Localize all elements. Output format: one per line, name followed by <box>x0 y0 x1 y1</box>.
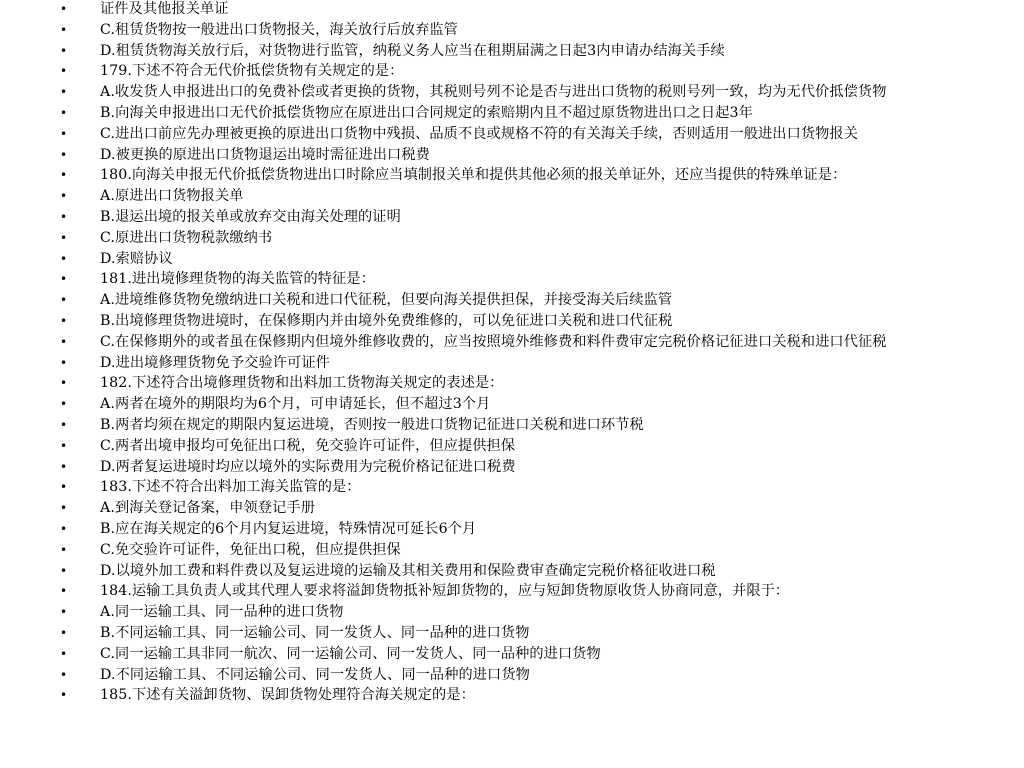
list-item <box>0 418 956 433</box>
list-item-text: D.以境外加工费和料件费以及复运进境的运输及其相关费用和保险费审查确定完税价格征收进口税 <box>100 562 716 579</box>
bullet-icon: • <box>60 480 68 495</box>
list-item <box>0 439 956 454</box>
list-item <box>0 460 956 475</box>
list-item <box>0 522 956 537</box>
list-item-text: A.收发货人申报进出口的免费补偿或者更换的货物，其税则号列不论是否与进出口货物的税则号列一致，均为无代价抵偿货物 <box>100 84 887 101</box>
list-item <box>0 397 956 412</box>
bullet-icon: • <box>60 584 68 599</box>
list-item-text: B.退运出境的报关单或放弃交由海关处理的证明 <box>100 208 401 225</box>
list-item-text: D.被更换的原进出口货物退运出境时需征进出口税费 <box>100 146 430 163</box>
bullet-icon: • <box>60 688 68 703</box>
bullet-icon: • <box>60 105 68 120</box>
bullet-icon: • <box>60 459 68 474</box>
list-item-text: 181.进出境修理货物的海关监管的特征是： <box>100 271 375 288</box>
list-item-text: 179.下述不符合无代价抵偿货物有关规定的是： <box>100 63 404 80</box>
list-item <box>0 356 956 371</box>
list-item <box>0 64 956 79</box>
list-item <box>0 23 956 38</box>
bullet-icon: • <box>60 397 68 412</box>
list-item <box>0 44 956 59</box>
list-item <box>0 668 956 683</box>
list-item-text: 185.下述有关溢卸货物、误卸货物处理符合海关规定的是： <box>100 687 475 704</box>
bullet-icon: • <box>60 85 68 100</box>
bullet-icon: • <box>60 230 68 245</box>
list-item <box>0 106 956 121</box>
list-item <box>0 189 956 204</box>
bullet-icon: • <box>60 22 68 37</box>
list-item-text: D.不同运输工具、不同运输公司、同一发货人、同一品种的进口货物 <box>100 666 530 683</box>
bullet-icon: • <box>60 542 68 557</box>
list-item-text: 180.向海关申报无代价抵偿货物进出口时除应当填制报关单和提供其他必须的报关单证外，还应当提供的特殊单证是： <box>100 167 847 184</box>
list-item <box>0 231 956 246</box>
bullet-icon: • <box>60 168 68 183</box>
list-item <box>0 272 956 287</box>
bullet-icon: • <box>60 438 68 453</box>
list-item <box>0 168 956 183</box>
list-item-text: B.应在海关规定的6个月内复运进境，特殊情况可延长6个月 <box>100 520 477 537</box>
list-item <box>0 626 956 641</box>
bullet-icon: • <box>60 126 68 141</box>
list-item-text: C.租赁货物按一般进出口货物报关，海关放行后放弃监管 <box>100 21 458 38</box>
list-item-text: D.租赁货物海关放行后，对货物进行监管，纳税义务人应当在租期届满之日起3内申请办结海关手续 <box>100 42 725 59</box>
list-item-text: B.出境修理货物进境时，在保修期内并由境外免费维修的，可以免征进口关税和进口代征税 <box>100 312 673 329</box>
list-item <box>0 376 956 391</box>
list-item <box>0 564 956 579</box>
list-item <box>0 584 956 599</box>
list-item <box>0 293 956 308</box>
bullet-icon: • <box>60 43 68 58</box>
list-item-text: B.不同运输工具、同一运输公司、同一发货人、同一品种的进口货物 <box>100 624 530 641</box>
list-item <box>0 2 956 17</box>
list-item-text: 184.运输工具负责人或其代理人要求将溢卸货物抵补短卸货物的，应与短卸货物原收货人协商同意，并限于： <box>100 583 790 600</box>
list-item <box>0 480 956 495</box>
list-item <box>0 210 956 225</box>
list-item <box>0 85 956 100</box>
list-item-text: A.原进出口货物报关单 <box>100 188 244 205</box>
list-item <box>0 605 956 620</box>
list-item-text: A.两者在境外的期限均为6个月，可申请延长，但不超过3个月 <box>100 396 491 413</box>
bullet-icon: • <box>60 563 68 578</box>
bullet-icon: • <box>60 251 68 266</box>
list-item-text: D.两者复运进境时均应以境外的实际费用为完税价格记征进口税费 <box>100 458 516 475</box>
list-item-text: 182.下述符合出境修理货物和出料加工货物海关规定的表述是： <box>100 375 504 392</box>
bullet-icon: • <box>60 521 68 536</box>
bullet-icon: • <box>60 293 68 308</box>
bullet-icon: • <box>60 501 68 516</box>
bullet-icon: • <box>60 147 68 162</box>
list-item <box>0 501 956 516</box>
bullet-icon: • <box>60 667 68 682</box>
list-item-text: D.索赔协议 <box>100 250 173 267</box>
list-item <box>0 647 956 662</box>
list-item-text: C.两者出境申报均可免征出口税，免交验许可证件，但应提供担保 <box>100 437 516 454</box>
bullet-icon: • <box>60 313 68 328</box>
list-item <box>0 335 956 350</box>
list-item-text: A.进境维修货物免缴纳进口关税和进口代征税，但要向海关提供担保，并接受海关后续监管 <box>100 292 673 309</box>
bullet-icon: • <box>60 355 68 370</box>
document-bullet-list <box>0 2 1024 703</box>
list-item-text: C.免交验许可证件，免征出口税，但应提供担保 <box>100 541 401 558</box>
bullet-icon: • <box>60 272 68 287</box>
list-item-text: C.原进出口货物税款缴纳书 <box>100 229 273 246</box>
list-item <box>0 543 956 558</box>
bullet-icon: • <box>60 625 68 640</box>
list-item-text: A.到海关登记备案，申领登记手册 <box>100 500 315 517</box>
list-item-text: C.同一运输工具非同一航次、同一运输公司、同一发货人、同一品种的进口货物 <box>100 645 601 662</box>
list-item-text: 证件及其他报关单证 <box>100 1 229 17</box>
bullet-icon: • <box>60 334 68 349</box>
bullet-icon: • <box>60 64 68 79</box>
list-item-text: B.向海关申报进出口无代价抵偿货物应在原进出口合同规定的索赔期内且不超过原货物进出口之日起3年 <box>100 104 753 121</box>
bullet-icon: • <box>60 209 68 224</box>
bullet-icon: • <box>60 376 68 391</box>
list-item-text: C.在保修期外的或者虽在保修期内但境外维修收费的，应当按照境外维修费和料件费审定完税价格记征进口关税和进口代征税 <box>100 333 887 350</box>
list-item-text: 183.下述不符合出料加工海关监管的是： <box>100 479 361 496</box>
list-item-text: C.进出口前应先办理被更换的原进出口货物中残损、品质不良或规格不符的有关海关手续，否则适用一般进出口货物报关 <box>100 125 859 142</box>
bullet-icon: • <box>60 189 68 204</box>
list-item-text: B.两者均须在规定的期限内复运进境，否则按一般进口货物记征进口关税和进口环节税 <box>100 416 644 433</box>
list-item <box>0 688 956 703</box>
bullet-icon: • <box>60 417 68 432</box>
list-item <box>0 252 956 267</box>
list-item <box>0 314 956 329</box>
bullet-icon: • <box>60 605 68 620</box>
list-item-text: D.进出境修理货物免予交验许可证件 <box>100 354 330 371</box>
list-item-text: A.同一运输工具、同一品种的进口货物 <box>100 604 344 621</box>
list-item <box>0 127 956 142</box>
bullet-icon: • <box>60 646 68 661</box>
list-item <box>0 148 956 163</box>
bullet-icon: • <box>60 2 68 16</box>
